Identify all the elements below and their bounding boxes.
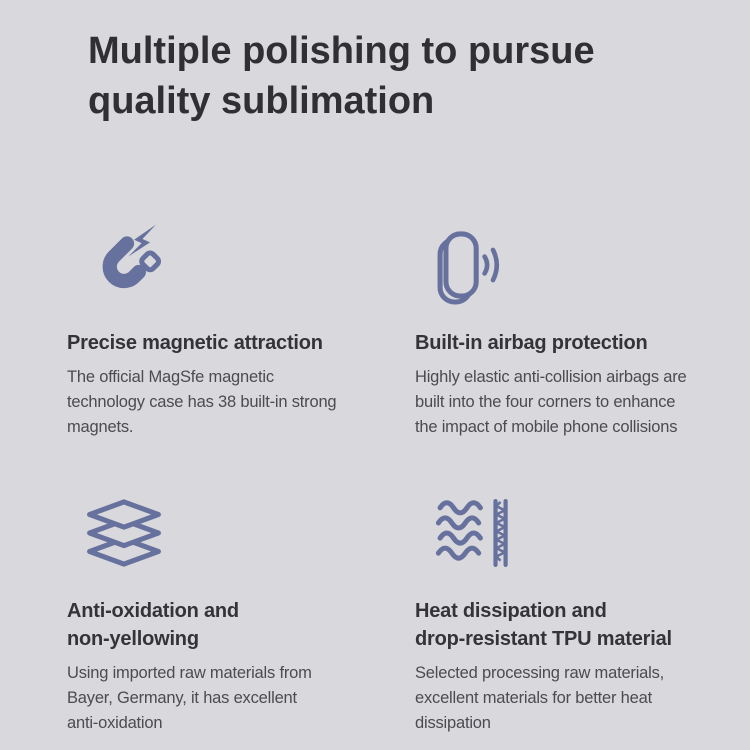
page-title-line1: Multiple polishing to pursue (88, 30, 595, 72)
feature-magnetic-attraction (67, 223, 402, 440)
feature-heading: Built-in airbag protection (415, 332, 648, 354)
feature-description: Selected processing raw materials, excellent materials for better heat dissipation (415, 664, 665, 732)
feature-heading: Precise magnetic attraction (67, 332, 323, 354)
feature-airbag-protection (415, 223, 750, 440)
heat-waves-icon (430, 491, 750, 575)
feature-heading: Anti-oxidation and non-yellowing (67, 600, 239, 650)
feature-description: The official MagSfe magnetic technology case has 38 built-in strong magnets. (67, 368, 337, 436)
feature-description: Using imported raw materials from Bayer, Germany, it has excellent anti-oxidation (67, 664, 312, 732)
page-title (88, 26, 595, 126)
feature-heading: Heat dissipation and drop-resistant TPU material (415, 600, 672, 650)
phone-vibration-icon (430, 223, 750, 307)
feature-heat-dissipation (415, 491, 750, 736)
magnet-lightning-icon (82, 223, 402, 307)
feature-anti-oxidation (67, 491, 402, 736)
stacked-layers-icon (82, 491, 402, 575)
feature-description: Highly elastic anti-collision airbags are built into the four corners to enhance the impact of mobile phone collisions (415, 368, 687, 436)
page-title-line2: quality sublimation (88, 80, 435, 122)
